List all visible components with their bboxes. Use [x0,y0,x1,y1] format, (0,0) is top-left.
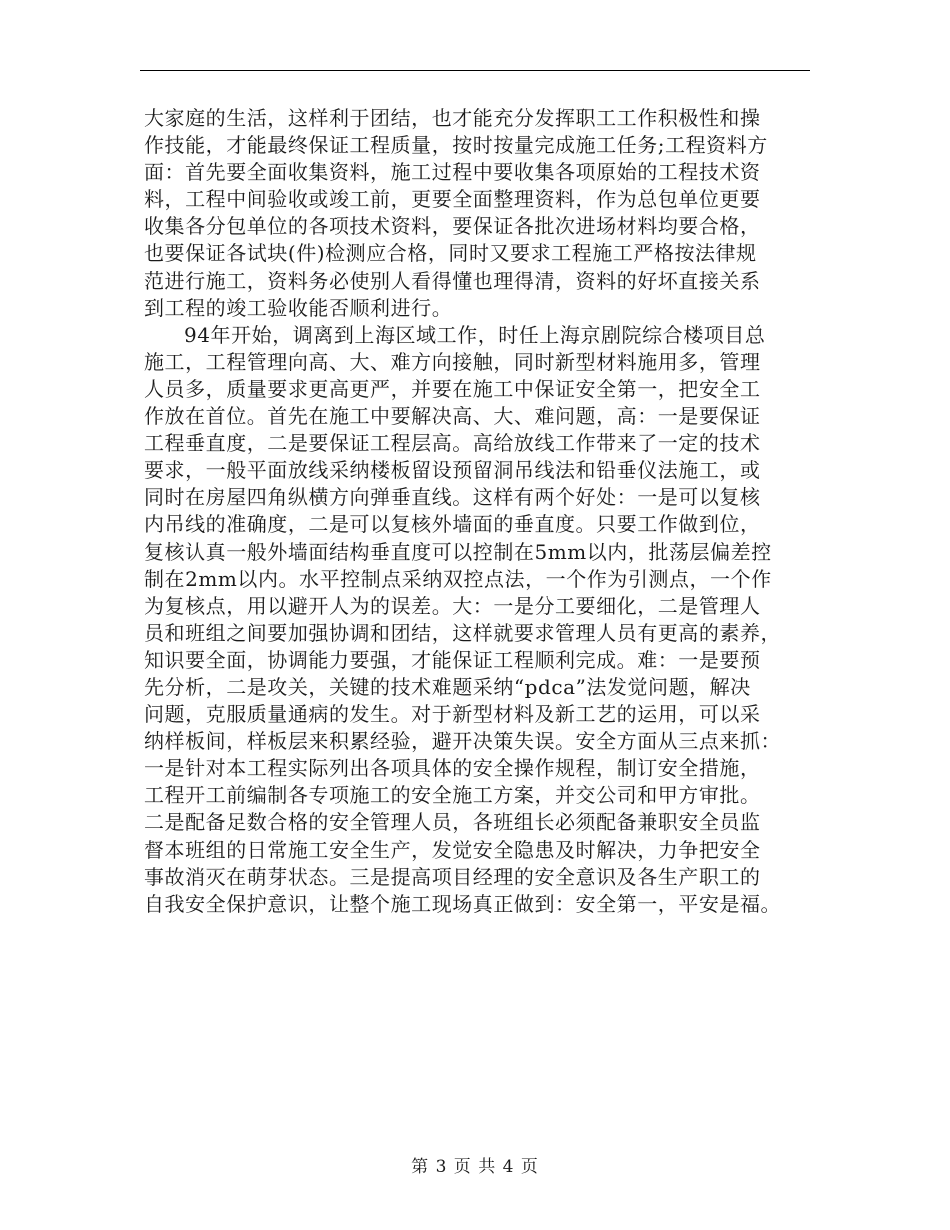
text-line: 面：首先要全面收集资料，施工过程中要收集各项原始的工程技术资 [144,160,761,185]
paragraph [144,322,810,918]
text-line: 收集各分包单位的各项技术资料，要保证各批次进场材料均要合格， [144,214,761,239]
text-line: 事故消灭在萌芽状态。三是提高项目经理的安全意识及各生产职工的 [144,864,761,889]
text-line: 知识要全面，协调能力要强，才能保证工程顺利完成。难：一是要预 [144,647,761,672]
text-line: 大家庭的生活，这样利于团结，也才能充分发挥职工工作积极性和操 [144,106,761,130]
text-line: 工程开工前编制各专项施工的安全施工方案，并交公司和甲方审批。 [144,783,761,808]
header-rule [140,70,810,71]
page-number: 第 3 页 共 4 页 [411,1157,539,1177]
text-line: 督本班组的日常施工安全生产，发觉安全隐患及时解决，力争把安全 [144,837,761,862]
document-body [144,105,810,918]
text-line: 要求，一般平面放线采纳楼板留设预留洞吊线法和铅垂仪法施工，或 [144,458,761,483]
text-line: 作放在首位。首先在施工中要解决高、大、难问题，高：一是要保证 [144,404,761,429]
text-line: 复核认真一般外墙面结构垂直度可以控制在5mm以内，批荡层偏差控 [144,539,772,564]
text-line: 制在2mm以内。水平控制点采纳双控点法，一个作为引测点，一个作 [144,566,772,591]
text-line: 料，工程中间验收或竣工前，更要全面整理资料，作为总包单位更要 [144,187,761,212]
text-line: 二是配备足数合格的安全管理人员，各班组长必须配备兼职安全员监 [144,810,761,835]
paragraph [144,105,810,322]
text-line: 范进行施工，资料务必使别人看得懂也理得清，资料的好坏直接关系 [144,268,761,293]
text-line: 人员多，质量要求更高更严，并要在施工中保证安全第一，把安全工 [144,376,761,401]
text-line: 内吊线的准确度，二是可以复核外墙面的垂直度。只要工作做到位， [144,512,761,537]
text-line: 作技能，才能最终保证工程质量，按时按量完成施工任务;工程资料方 [144,133,768,158]
text-line: 自我安全保护意识，让整个施工现场真正做到：安全第一，平安是福。 [144,891,782,916]
text-line: 问题，克服质量通病的发生。对于新型材料及新工艺的运用，可以采 [144,702,761,727]
text-line: 也要保证各试块(件)检测应合格，同时又要求工程施工严格按法律规 [144,241,757,266]
text-line: 纳样板间，样板层来积累经验，避开决策失误。安全方面从三点来抓： [144,729,782,754]
text-line: 94年开始，调离到上海区域工作，时任上海京剧院综合楼项目总 [184,322,766,347]
text-line: 工程垂直度，二是要保证工程层高。高给放线工作带来了一定的技术 [144,431,761,456]
text-line: 为复核点，用以避开人为的误差。大：一是分工要细化，二是管理人 [144,593,761,618]
text-line: 员和班组之间要加强协调和团结，这样就要求管理人员有更高的素养， [144,620,782,645]
text-line: 到工程的竣工验收能否顺利进行。 [144,295,453,320]
text-line: 一是针对本工程实际列出各项具体的安全操作规程，制订安全措施， [144,756,761,781]
text-line: 先分析，二是攻关，关键的技术难题采纳“pdca”法发觉问题，解决 [144,674,751,699]
text-line: 施工，工程管理向高、大、难方向接触，同时新型材料施用多，管理 [144,349,761,374]
text-line: 同时在房屋四角纵横方向弹垂直线。这样有两个好处：一是可以复核 [144,485,761,510]
